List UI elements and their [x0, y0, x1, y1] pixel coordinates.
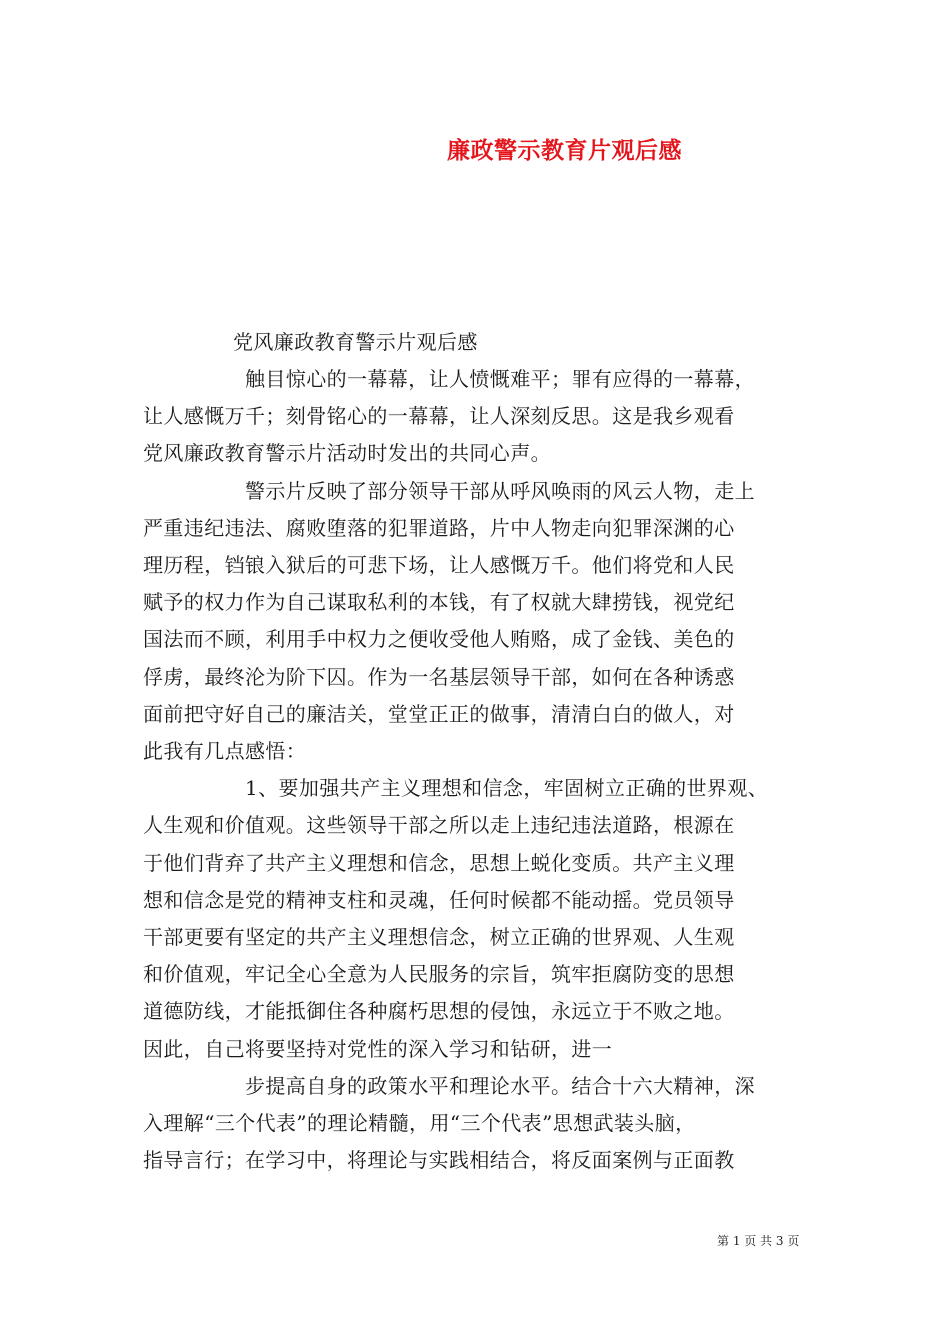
- paragraph-line: 因此，自己将要坚持对党性的深入学习和钻研，进一: [143, 1037, 613, 1061]
- paragraph-line: 让人感慨万千；刻骨铭心的一幕幕，让人深刻反思。这是我乡观看: [143, 404, 735, 428]
- paragraph-line: 指导言行；在学习中，将理论与实践相结合，将反面案例与正面教: [143, 1148, 735, 1172]
- paragraph-line: 想和信念是党的精神支柱和灵魂，任何时候都不能动摇。党员领导: [143, 888, 735, 912]
- paragraph-line: 于他们背弃了共产主义理想和信念，思想上蜕化变质。共产主义理: [143, 851, 735, 875]
- paragraph-line: 1、要加强共产主义理想和信念，牢固树立正确的世界观、: [245, 776, 769, 800]
- paragraph-line: 赋予的权力作为自己谋取私利的本钱，有了权就大肆捞钱，视党纪: [143, 590, 735, 614]
- paragraph-line: 理历程，铛锒入狱后的可悲下场，让人感慨万千。他们将党和人民: [143, 553, 735, 577]
- paragraph-line: 面前把守好自己的廉洁关，堂堂正正的做事，清清白白的做人，对: [143, 702, 735, 726]
- paragraph-line: 党风廉政教育警示片活动时发出的共同心声。: [143, 441, 551, 465]
- paragraph-line: 和价值观，牢记全心全意为人民服务的宗旨，筑牢拒腐防变的思想: [143, 962, 735, 986]
- page-title: 廉政警示教育片观后感: [447, 137, 682, 164]
- paragraph-line: 步提高自身的政策水平和理论水平。结合十六大精神，深: [245, 1074, 755, 1098]
- subtitle-line: 党风廉政教育警示片观后感: [233, 330, 478, 354]
- paragraph-line: 严重违纪违法、腐败堕落的犯罪道路，片中人物走向犯罪深渊的心: [143, 516, 735, 540]
- paragraph-line: 道德防线，才能抵御住各种腐朽思想的侵蚀，永远立于不败之地。: [143, 999, 735, 1023]
- paragraph-line: 国法而不顾，利用手中权力之便收受他人贿赂，成了金钱、美色的: [143, 627, 735, 651]
- paragraph-line: 此我有几点感悟：: [143, 739, 307, 763]
- paragraph-line: 干部更要有坚定的共产主义理想信念，树立正确的世界观、人生观: [143, 925, 735, 949]
- paragraph-line: 俘虏，最终沦为阶下囚。作为一名基层领导干部，如何在各种诱惑: [143, 665, 735, 689]
- paragraph-line: 人生观和价值观。这些领导干部之所以走上违纪违法道路，根源在: [143, 813, 735, 837]
- paragraph-line: 入理解“三个代表”的理论精髓，用“三个代表”思想武装头脑，: [143, 1111, 696, 1135]
- page-footer: 第 1 页 共 3 页: [717, 1234, 800, 1248]
- paragraph-line: 警示片反映了部分领导干部从呼风唤雨的风云人物，走上: [245, 479, 755, 503]
- paragraph-line: 触目惊心的一幕幕，让人愤慨难平；罪有应得的一幕幕，: [245, 367, 755, 391]
